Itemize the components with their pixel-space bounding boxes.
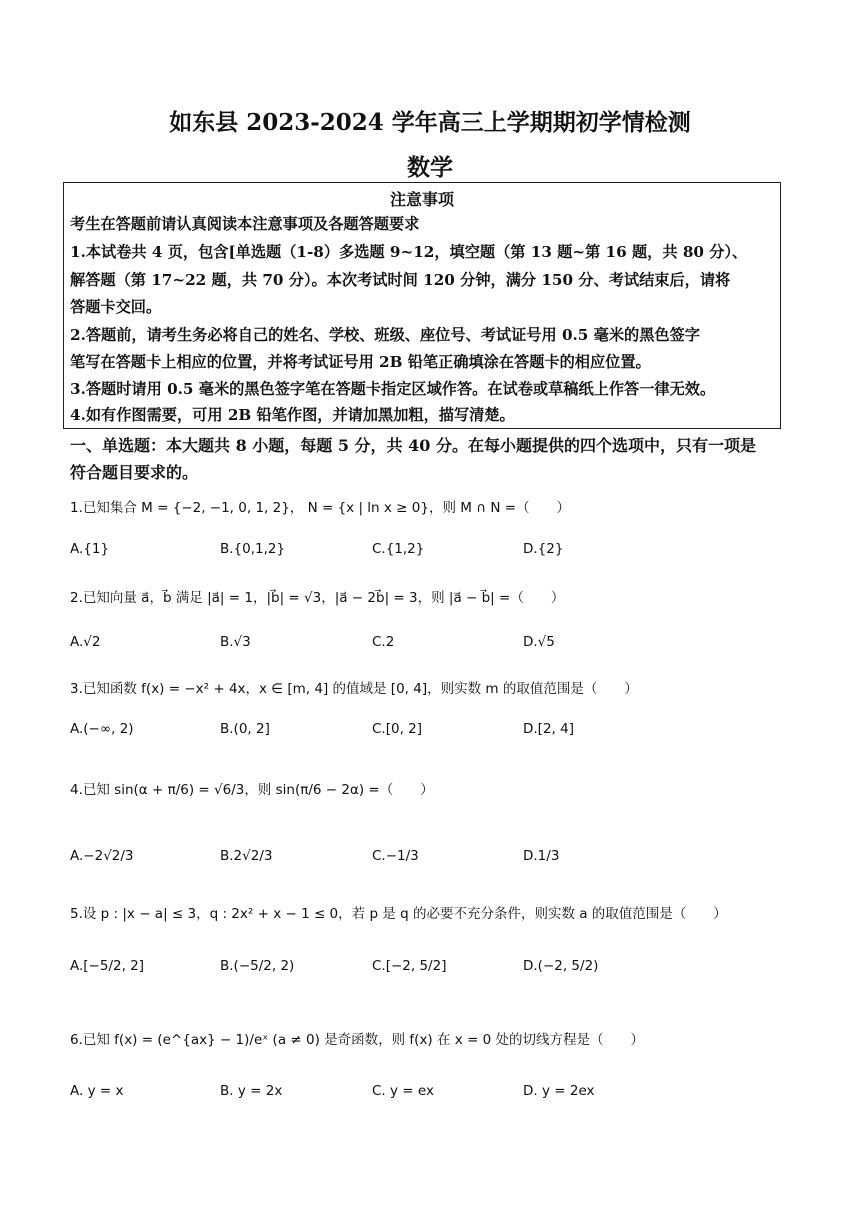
question-4-stem: 4.已知 sin(α + π/6) = √6/3，则 sin(π/6 − 2α) =（ ） xyxy=(70,782,434,798)
question-1-stem: 1.已知集合 M = {−2, −1, 0, 1, 2}， N = {x | ln x ≥ 0}，则 M ∩ N =（ ） xyxy=(70,500,571,516)
exam-title: 如东县 2023-2024 学年高三上学期期初学情检测 xyxy=(169,109,691,136)
question-6-option-b: B. y = 2x xyxy=(220,1083,283,1099)
notice-line: 解答题（第 17~22 题，共 70 分）。本次考试时间 120 分钟，满分 150 分、考试结束后，请将 xyxy=(70,271,731,289)
question-5-stem: 5.设 p : |x − a| ≤ 3，q : 2x² + x − 1 ≤ 0，若 p 是 q 的必要不充分条件，则实数 a 的取值范围是（ ） xyxy=(70,906,727,922)
question-3-option-c: C.[0, 2] xyxy=(372,721,423,737)
notice-line: 考生在答题前请认真阅读本注意事项及各题答题要求 xyxy=(70,215,420,233)
notice-title: 注意事项 xyxy=(389,190,454,209)
question-5-option-b: B.(−5/2, 2) xyxy=(220,958,295,974)
question-6-option-a: A. y = x xyxy=(70,1083,124,1099)
question-2-stem: 2.已知向量 a⃗，b⃗ 满足 |a⃗| = 1，|b⃗| = √3，|a⃗ − 2b⃗| = 3，则 |a⃗ − b⃗| =（ ） xyxy=(70,590,565,606)
notice-line: 笔写在答题卡上相应的位置，并将考试证号用 2B 铅笔正确填涂在答题卡的相应位置。 xyxy=(70,353,651,371)
question-2-option-b: B.√3 xyxy=(220,634,251,650)
notice-line: 1.本试卷共 4 页，包含[单选题（1-8）多选题 9~12，填空题（第 13 题~第 16 题，共 80 分）、 xyxy=(70,243,748,261)
question-6-stem: 6.已知 f(x) = (e^{ax} − 1)/eˣ (a ≠ 0) 是奇函数，则 f(x) 在 x = 0 处的切线方程是（ ） xyxy=(70,1032,645,1048)
subject-title: 数学 xyxy=(407,154,453,181)
question-2-option-d: D.√5 xyxy=(523,634,555,650)
section-heading-cont: 符合题目要求的。 xyxy=(70,463,199,482)
question-1-option-a: A.{1} xyxy=(70,541,110,557)
notice-line: 3.答题时请用 0.5 毫米的黑色签字笔在答题卡指定区域作答。在试卷或草稿纸上作答一律无效。 xyxy=(70,380,716,398)
question-5-option-d: D.(−2, 5/2) xyxy=(523,958,599,974)
question-5-option-c: C.[−2, 5/2] xyxy=(372,958,447,974)
question-3-option-d: D.[2, 4] xyxy=(523,721,574,737)
question-4-option-c: C.−1/3 xyxy=(372,848,419,864)
question-1-option-c: C.{1,2} xyxy=(372,541,425,557)
notice-line: 4.如有作图需要，可用 2B 铅笔作图，并请加黑加粗，描写清楚。 xyxy=(70,406,515,424)
question-3-stem: 3.已知函数 f(x) = −x² + 4x，x ∈ [m, 4] 的值域是 [0, 4]，则实数 m 的取值范围是（ ） xyxy=(70,681,638,697)
notice-box xyxy=(63,182,781,429)
question-3-option-a: A.(−∞, 2) xyxy=(70,721,134,737)
question-5-option-a: A.[−5/2, 2] xyxy=(70,958,145,974)
question-1-option-b: B.{0,1,2} xyxy=(220,541,286,557)
question-2-option-c: C.2 xyxy=(372,634,395,650)
notice-line: 答题卡交回。 xyxy=(70,298,162,316)
question-4-option-a: A.−2√2/3 xyxy=(70,848,134,864)
question-4-option-b: B.2√2/3 xyxy=(220,848,273,864)
question-4-option-d: D.1/3 xyxy=(523,848,560,864)
question-2-option-a: A.√2 xyxy=(70,634,101,650)
question-6-option-d: D. y = 2ex xyxy=(523,1083,595,1099)
question-3-option-b: B.(0, 2] xyxy=(220,721,270,737)
question-1-option-d: D.{2} xyxy=(523,541,564,557)
section-heading: 一、单选题：本大题共 8 小题，每题 5 分，共 40 分。在每小题提供的四个选项中，只有一项是 xyxy=(70,436,756,455)
notice-line: 2.答题前，请考生务必将自己的姓名、学校、班级、座位号、考试证号用 0.5 毫米的黑色签字 xyxy=(70,326,700,344)
question-6-option-c: C. y = ex xyxy=(372,1083,434,1099)
